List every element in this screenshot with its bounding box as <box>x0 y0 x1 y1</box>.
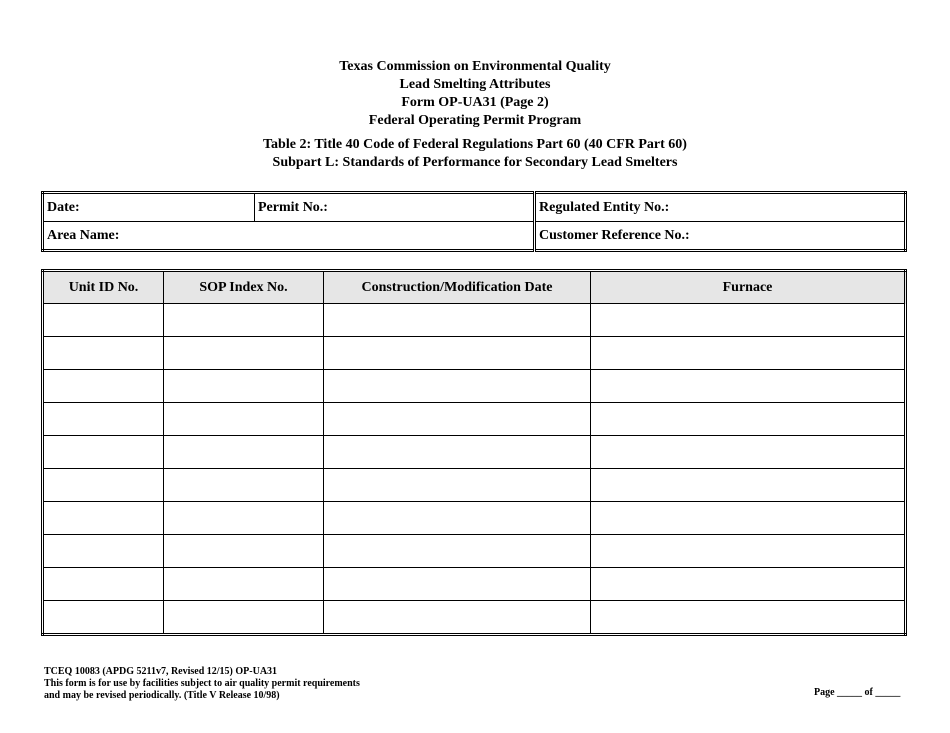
unit-id-cell[interactable] <box>43 601 164 635</box>
furnace-cell[interactable] <box>591 502 906 535</box>
construction-date-cell[interactable] <box>324 601 591 635</box>
sop-index-cell[interactable] <box>164 436 324 469</box>
table-row <box>43 568 906 601</box>
customer-ref-label: Customer Reference No.: <box>539 227 690 243</box>
unit-table <box>41 269 907 636</box>
table-row <box>43 535 906 568</box>
column-header-construction-date: Construction/Modification Date <box>324 271 591 304</box>
unit-id-cell[interactable] <box>43 403 164 436</box>
form-subject: Lead Smelting Attributes <box>399 77 551 92</box>
regulated-entity-field[interactable] <box>535 193 906 222</box>
construction-date-cell[interactable] <box>324 436 591 469</box>
table-row <box>43 436 906 469</box>
construction-date-cell[interactable] <box>324 304 591 337</box>
unit-id-cell[interactable] <box>43 568 164 601</box>
customer-ref-field[interactable] <box>535 222 906 251</box>
unit-id-cell[interactable] <box>43 304 164 337</box>
furnace-cell[interactable] <box>591 601 906 635</box>
table-body <box>43 304 906 635</box>
column-header-sop-index: SOP Index No. <box>164 271 324 304</box>
sop-index-cell[interactable] <box>164 370 324 403</box>
sop-index-cell[interactable] <box>164 337 324 370</box>
footer-notice-2: and may be revised periodically. (Title V Release 10/98) <box>44 690 280 701</box>
table-title: Table 2: Title 40 Code of Federal Regulations Part 60 (40 CFR Part 60) <box>263 137 687 152</box>
area-name-label: Area Name: <box>47 227 120 243</box>
area-name-field[interactable] <box>43 222 535 251</box>
date-label: Date: <box>47 199 80 215</box>
table-header-row <box>43 271 906 304</box>
table-row <box>43 370 906 403</box>
form-footer <box>44 666 360 702</box>
unit-id-cell[interactable] <box>43 535 164 568</box>
sop-index-cell[interactable] <box>164 469 324 502</box>
permit-label: Permit No.: <box>258 199 328 215</box>
furnace-cell[interactable] <box>591 403 906 436</box>
furnace-cell[interactable] <box>591 436 906 469</box>
table-row <box>43 469 906 502</box>
date-field[interactable] <box>43 193 255 222</box>
furnace-cell[interactable] <box>591 535 906 568</box>
sop-index-cell[interactable] <box>164 502 324 535</box>
furnace-cell[interactable] <box>591 304 906 337</box>
program-name: Federal Operating Permit Program <box>368 113 582 128</box>
construction-date-cell[interactable] <box>324 337 591 370</box>
unit-id-cell[interactable] <box>43 436 164 469</box>
form-header <box>0 58 950 172</box>
furnace-cell[interactable] <box>591 568 906 601</box>
construction-date-cell[interactable] <box>324 469 591 502</box>
agency-title: Texas Commission on Environmental Quality <box>339 59 611 74</box>
column-header-furnace: Furnace <box>591 271 906 304</box>
construction-date-cell[interactable] <box>324 502 591 535</box>
sop-index-cell[interactable] <box>164 304 324 337</box>
unit-id-cell[interactable] <box>43 469 164 502</box>
footer-notice-1: This form is for use by facilities subject to air quality permit requirements <box>44 678 360 689</box>
construction-date-cell[interactable] <box>324 535 591 568</box>
sop-index-cell[interactable] <box>164 403 324 436</box>
permit-field[interactable] <box>255 193 535 222</box>
subpart-title: Subpart L: Standards of Performance for Secondary Lead Smelters <box>272 155 678 170</box>
construction-date-cell[interactable] <box>324 370 591 403</box>
unit-id-cell[interactable] <box>43 502 164 535</box>
table-row <box>43 502 906 535</box>
table-row <box>43 304 906 337</box>
construction-date-cell[interactable] <box>324 403 591 436</box>
sop-index-cell[interactable] <box>164 535 324 568</box>
sop-index-cell[interactable] <box>164 568 324 601</box>
page-number: Page _____ of _____ <box>814 687 901 698</box>
info-table <box>41 191 907 252</box>
sop-index-cell[interactable] <box>164 601 324 635</box>
table-row <box>43 403 906 436</box>
construction-date-cell[interactable] <box>324 568 591 601</box>
table-row <box>43 337 906 370</box>
regulated-entity-label: Regulated Entity No.: <box>539 199 670 215</box>
footer-form-id: TCEQ 10083 (APDG 5211v7, Revised 12/15) OP-UA31 <box>44 666 278 677</box>
form-number: Form OP-UA31 (Page 2) <box>401 95 549 110</box>
unit-id-cell[interactable] <box>43 370 164 403</box>
unit-id-cell[interactable] <box>43 337 164 370</box>
furnace-cell[interactable] <box>591 337 906 370</box>
column-header-unit-id: Unit ID No. <box>43 271 164 304</box>
table-row <box>43 601 906 635</box>
furnace-cell[interactable] <box>591 370 906 403</box>
furnace-cell[interactable] <box>591 469 906 502</box>
